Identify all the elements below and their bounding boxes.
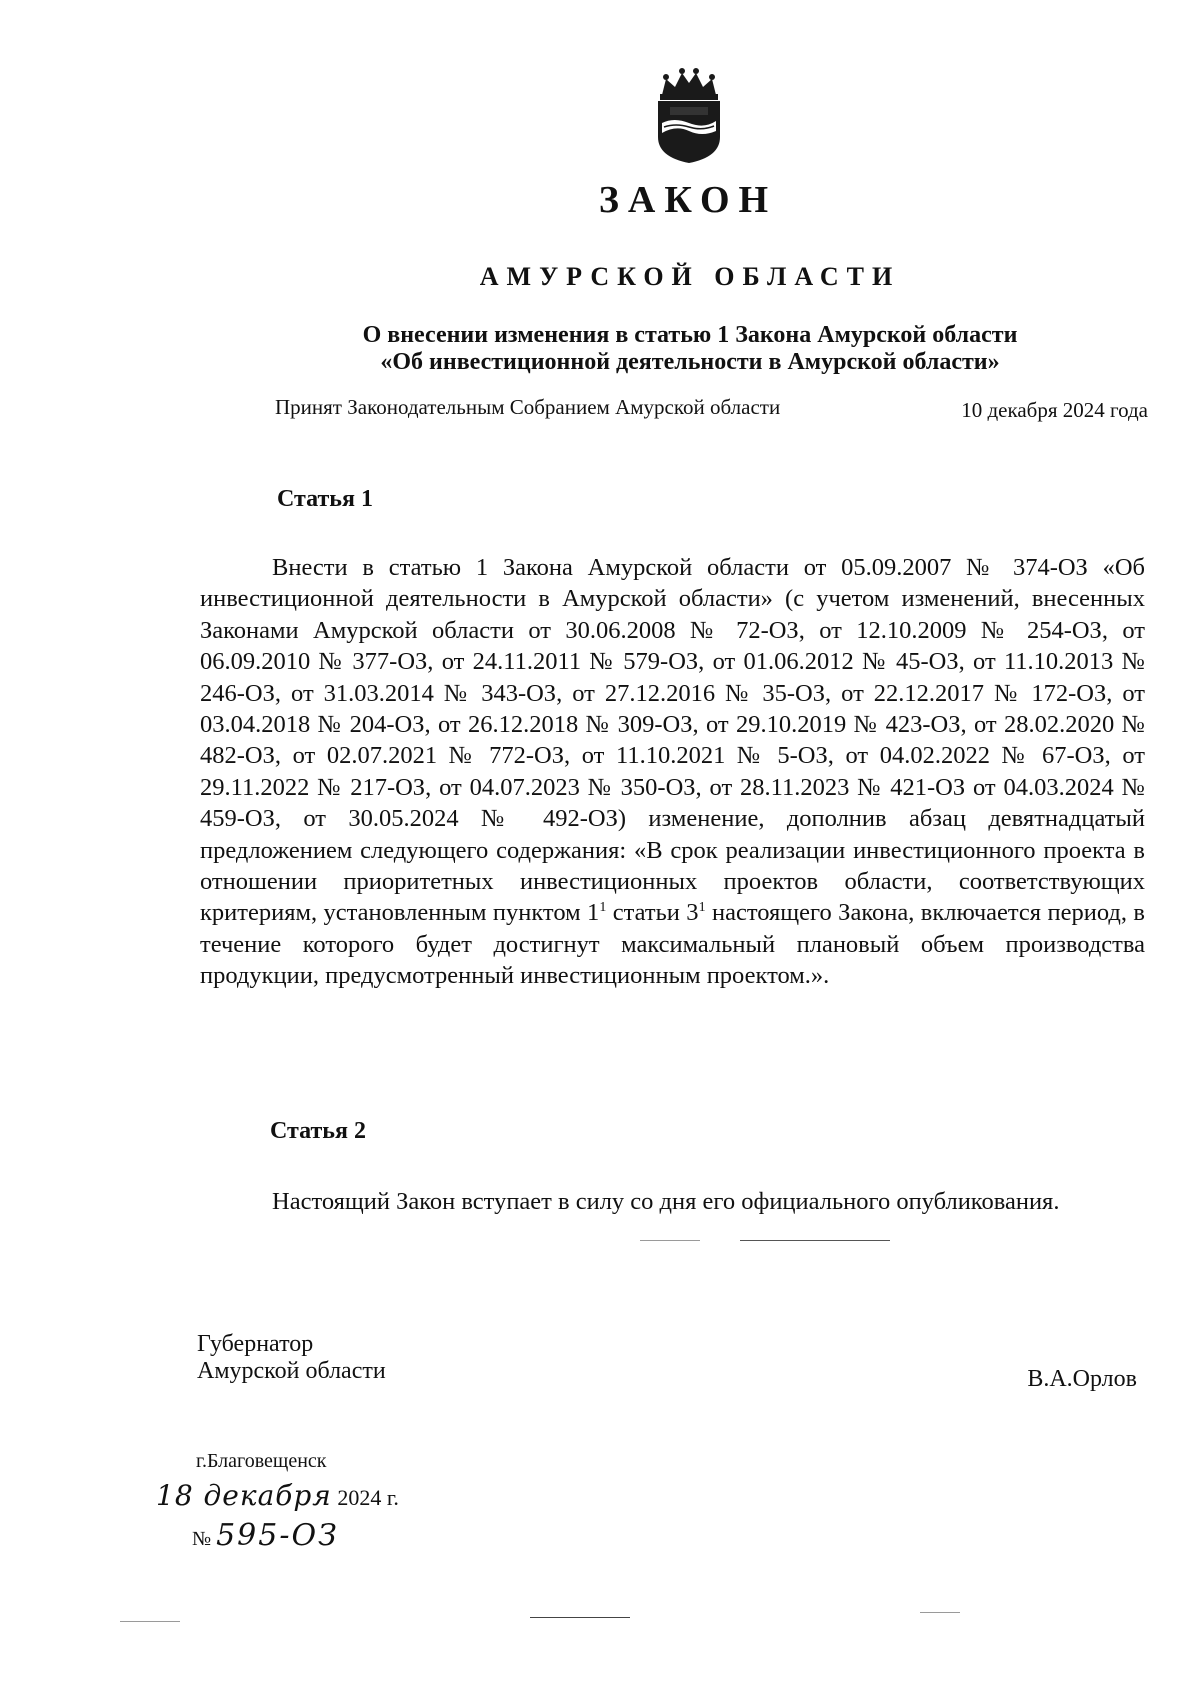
handwritten-date: 18 декабря	[156, 1479, 332, 1512]
subject-line-1: О внесении изменения в статью 1 Закона Амурской области	[362, 322, 1018, 348]
signing-year: 2024 г.	[337, 1485, 399, 1510]
article-1-text-part-3: настоящего Закона, включается период, в течение которого будет достигнут максимальный плановый объем производства продукции, предусмотренный инвестиционным проектом.».	[200, 899, 1145, 990]
article-2-text: Настоящий Закон вступает в силу со дня его официального опубликования.	[272, 1188, 1060, 1215]
law-subject	[0, 322, 1200, 376]
article-1-text-part-2: статьи 3	[606, 899, 699, 927]
scan-artifact	[530, 1617, 630, 1618]
signer-title-line-1: Губернатор	[197, 1331, 314, 1357]
article-1-text	[200, 552, 1145, 992]
article-1-text-part-1: Внести в статью 1 Закона Амурской области от 05.09.2007 № 374-ОЗ «Об инвестиционной деятельности в Амурской области» (с учетом изменений, внесенных Законами Амурской области от 30.06.2008 № 72-ОЗ, от 12.10.2009 № 254-ОЗ, от 06.09.2010 № 377-ОЗ, от 24.11.2011 № 579-ОЗ, от 01.06.2012 № 45-ОЗ, от 11.10.2013 № 246-ОЗ, от 31.03.2014 № 343-ОЗ, от 27.12.2016 № 35-ОЗ, от 22.12.2017 № 172-ОЗ, от 03.04.2018 № 204-ОЗ, от 26.12.2018 № 309-ОЗ, от 29.10.2019 № 423-ОЗ, от 28.02.2020 № 482-ОЗ, от 02.07.2021 № 772-ОЗ, от 11.10.2021 № 5-ОЗ, от 04.02.2022 № 67-ОЗ, от 29.11.2022 № 217-ОЗ, от 04.07.2023 № 350-ОЗ, от 28.11.2023 № 421-ОЗ от 04.03.2024 № 459-ОЗ, от 30.05.2024 № 492-ОЗ) изменение, дополнив абзац девятнадцатый предложением следующего содержания: «В срок реализации инвестиционного проекта в отношении приоритетных инвестиционных проектов области, соответствующих критериям, установленным пунктом 1	[200, 554, 1145, 927]
signer-title-line-2: Амурской области	[197, 1358, 386, 1384]
superscript-1: 1	[599, 900, 607, 916]
scan-artifact	[120, 1621, 180, 1622]
city: г.Благовещенск	[196, 1450, 327, 1472]
subject-line-2: «Об инвестиционной деятельности в Амурской области»	[380, 349, 1000, 375]
article-2-heading: Статья 2	[270, 1118, 366, 1144]
article-1-heading: Статья 1	[277, 486, 373, 512]
region-name: АМУРСКОЙ ОБЛАСТИ	[479, 262, 901, 291]
law-number	[192, 1518, 339, 1553]
scan-artifact	[740, 1240, 890, 1241]
coat-of-arms-icon	[648, 65, 730, 165]
signer-title	[197, 1331, 386, 1385]
adopted-by: Принят Законодательным Собранием Амурской области	[275, 395, 781, 419]
superscript-2: 1	[698, 900, 706, 916]
handwritten-number: 595-ОЗ	[216, 1518, 339, 1553]
signer-name: В.А.Орлов	[1027, 1366, 1137, 1392]
number-prefix: №	[192, 1528, 212, 1550]
signing-date	[156, 1479, 399, 1512]
adopted-date: 10 декабря 2024 года	[961, 398, 1148, 422]
document-title: ЗАКОН	[598, 179, 778, 221]
scan-artifact	[920, 1612, 960, 1613]
scan-artifact	[640, 1240, 700, 1241]
